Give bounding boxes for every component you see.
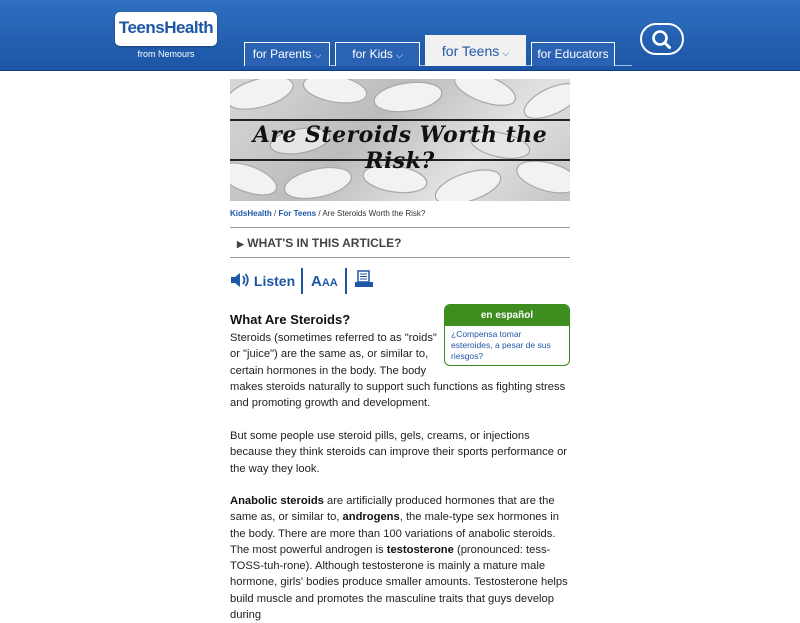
- tool-separator: [301, 268, 303, 294]
- article-banner: [230, 79, 570, 201]
- espanol-heading: en español: [445, 305, 569, 326]
- chevron-down-icon: ⌵: [395, 50, 403, 60]
- print-button[interactable]: [354, 270, 374, 290]
- tab-label: for Parents: [252, 47, 312, 61]
- article-paragraph-1: [230, 330, 570, 411]
- breadcrumb: [230, 209, 570, 218]
- tab-for-teens[interactable]: [425, 35, 526, 66]
- tab-for-educators[interactable]: [531, 42, 615, 66]
- paragraph-line: and promoting growth and development.: [230, 397, 431, 410]
- banner-title: Are Steroids Worth the Risk?: [252, 122, 548, 174]
- speaker-icon: [230, 271, 250, 289]
- chevron-down-icon: ⌵: [502, 48, 510, 58]
- espanol-link[interactable]: ¿Compensa tomar esteroides, a pesar de sus riesgos?: [451, 329, 551, 361]
- logo-subtitle: from Nemours: [137, 49, 195, 59]
- triangle-right-icon: ▶: [237, 239, 244, 249]
- tab-for-parents[interactable]: [244, 42, 330, 66]
- tool-separator: [345, 268, 347, 294]
- banner-rule-top: [230, 119, 570, 121]
- listen-button[interactable]: [230, 271, 295, 289]
- term-testosterone: testosterone: [386, 543, 454, 556]
- text-run: (pronounced: tess-TOSS-tuh-rone). Although testosterone is mainly a mature male hormone, girls' bodies produce smaller amounts. Testosterone helps build muscle and promotes the masculine traits that guys develop during: [230, 543, 568, 622]
- search-button[interactable]: [640, 23, 684, 55]
- toc-label: WHAT'S IN THIS ARTICLE?: [247, 236, 402, 250]
- breadcrumb-kidshealth[interactable]: KidsHealth: [230, 209, 272, 218]
- divider-bottom: [230, 257, 570, 258]
- paragraph-line: or "juice") are the same as, or similar to,: [230, 348, 429, 361]
- print-icon: [354, 270, 374, 290]
- tab-label: for Teens: [441, 43, 500, 59]
- breadcrumb-separator: /: [271, 209, 279, 218]
- tab-label: for Educators: [537, 47, 609, 61]
- breadcrumb-separator: /: [316, 209, 323, 218]
- article-paragraph-3: [230, 493, 570, 623]
- article-paragraph-2: But some people use steroid pills, gels, creams, or injections because they think steroids can improve their sports performance or the way they look.: [230, 430, 568, 475]
- divider-top: [230, 227, 570, 228]
- tab-for-kids[interactable]: [335, 42, 420, 66]
- text-size-button[interactable]: [311, 273, 338, 291]
- site-header: [0, 0, 800, 71]
- text-run: are artificially produced hormones that are the same as, or similar to,: [230, 495, 555, 524]
- listen-label: Listen: [253, 273, 296, 289]
- text-size-large: A: [311, 273, 322, 290]
- teenshealth-logo[interactable]: [115, 12, 217, 46]
- paragraph-line: makes steroids naturally to support such functions as fighting stress: [230, 380, 566, 393]
- term-androgens: androgens: [342, 511, 400, 524]
- tab-label: for Kids: [352, 47, 393, 61]
- chevron-down-icon: ⌵: [314, 50, 322, 60]
- text-size-small: AA: [321, 277, 338, 289]
- search-icon: [642, 25, 682, 53]
- logo-text: TeensHealth: [118, 18, 214, 37]
- paragraph-line: certain hormones in the body. The body: [230, 364, 427, 377]
- breadcrumb-for-teens[interactable]: For Teens: [278, 209, 317, 218]
- breadcrumb-current: Are Steroids Worth the Risk?: [322, 209, 426, 218]
- text-run: , the male-type sex hormones in the body. There are more than 100 variations of anabolic steroids. The most powerful androgen is: [230, 511, 559, 556]
- toc-toggle[interactable]: [237, 236, 401, 250]
- article-heading: What Are Steroids?: [230, 312, 351, 327]
- term-anabolic-steroids: Anabolic steroids: [230, 495, 324, 507]
- paragraph-line: Steroids (sometimes referred to as "roids": [230, 332, 437, 344]
